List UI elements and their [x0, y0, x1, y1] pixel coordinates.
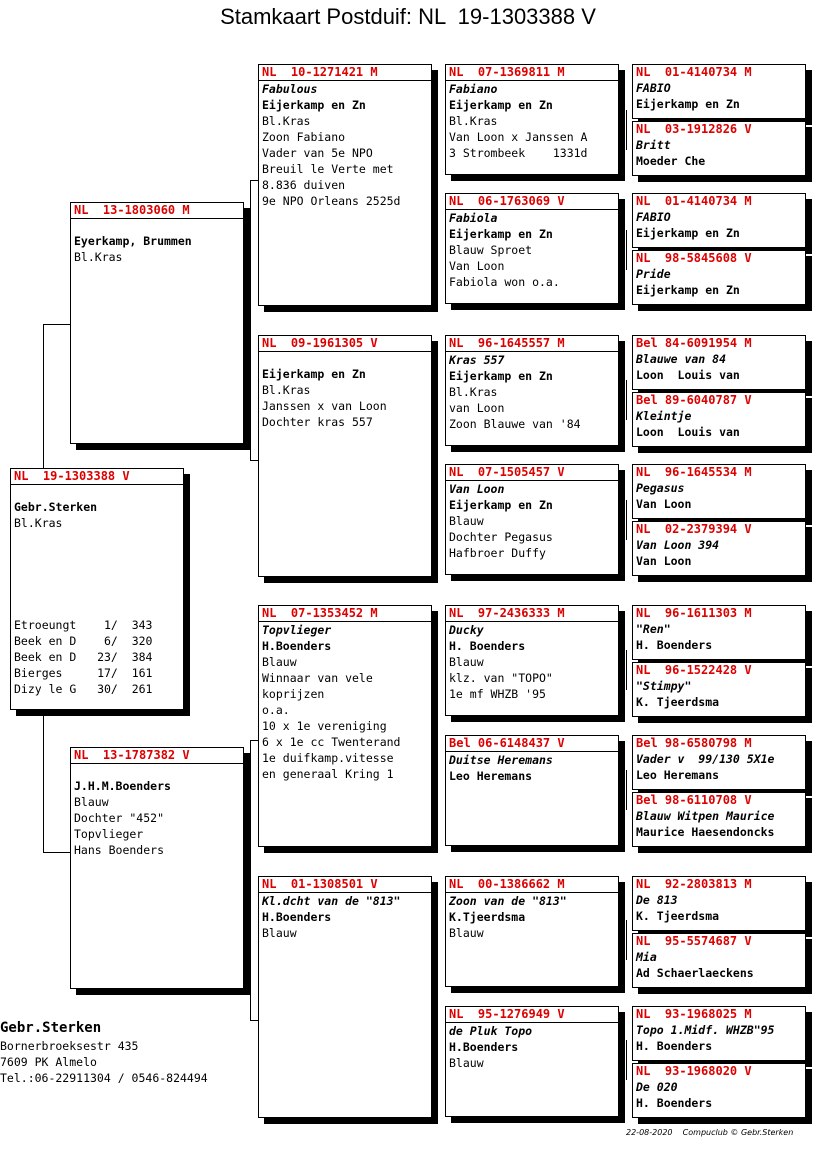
connector-line — [250, 1020, 258, 1021]
result-line: Beek en D 6/ 320 — [14, 634, 153, 648]
info-line: klz. van "TOPO" — [449, 671, 553, 685]
info-line: Van Loon x Janssen A — [449, 130, 588, 144]
info-line: Hafbroer Duffy — [449, 546, 546, 560]
pigeon-name: Fabulous — [262, 82, 318, 96]
results-list — [14, 617, 152, 697]
connector-line — [626, 650, 627, 690]
ring-number: NL 13-1787382 V — [71, 748, 243, 764]
ancestor-card[interactable] — [632, 121, 806, 176]
footer-credit: 22-08-2020 Compuclub © Gebr.Sterken — [626, 1128, 794, 1137]
grandparent-card[interactable] — [258, 335, 432, 577]
owner-line: Eijerkamp en Zn — [262, 367, 366, 381]
info-line: Dochter kras 557 — [262, 415, 373, 429]
pigeon-name: Blauw Witpen Maurice — [636, 809, 775, 823]
result-line: Etroeungt 1/ 343 — [14, 618, 153, 632]
pigeon-name: Topvlieger — [262, 623, 332, 637]
owner-line: Eijerkamp en Zn — [262, 98, 366, 112]
owner-line: Eijerkamp en Zn — [636, 226, 740, 240]
info-line: Bl.Kras — [74, 250, 123, 264]
ancestor-card[interactable] — [632, 193, 806, 248]
owner-line: Gebr.Sterken — [14, 500, 98, 514]
ancestor-card[interactable] — [632, 792, 806, 847]
owner-name: Gebr.Sterken — [0, 1020, 102, 1036]
info-line: Blauw — [449, 1056, 484, 1070]
ring-number: Bel 06-6148437 V — [446, 736, 618, 752]
owner-line: H. Boenders — [449, 639, 526, 653]
ring-number: NL 96-1645557 M — [446, 336, 618, 352]
info-line: Breuil le Verte met — [262, 162, 394, 176]
grandparent-card[interactable] — [258, 64, 432, 306]
ancestor-card[interactable] — [632, 876, 806, 931]
pigeon-name: Kras 557 — [449, 353, 505, 367]
info-line: Blauw — [262, 926, 297, 940]
owner-line: H.Boenders — [262, 910, 332, 924]
ring-number: NL 95-1276949 V — [446, 1007, 618, 1023]
connector-line — [437, 398, 438, 528]
ancestor-card[interactable] — [632, 464, 806, 519]
owner-line: Eijerkamp en Zn — [449, 498, 553, 512]
owner-block — [0, 1018, 208, 1086]
info-line: 8.836 duiven — [262, 178, 346, 192]
owner-line: H.Boenders — [449, 1040, 519, 1054]
pigeon-name: Kleintje — [636, 409, 692, 423]
connector-line — [626, 920, 627, 960]
pigeon-name: Fabiola — [449, 211, 498, 225]
page-title: Stamkaart Postduif: NL 19-1303388 V — [220, 4, 596, 29]
owner-line: Maurice Haesendoncks — [636, 825, 775, 839]
ring-number: NL 02-2379394 V — [636, 522, 752, 536]
connector-line — [626, 500, 627, 540]
result-line: Dizy le G 30/ 261 — [14, 682, 153, 696]
father-card[interactable] — [70, 202, 244, 444]
info-line: Winnaar van vele — [262, 671, 373, 685]
ring-number: NL 07-1505457 V — [446, 465, 618, 481]
info-line: Bl.Kras — [449, 385, 498, 399]
great-grandparent-card[interactable] — [445, 193, 619, 304]
owner-line: Ad Schaerlaeckens — [636, 966, 754, 980]
info-line: Blauw — [449, 655, 484, 669]
connector-line — [626, 110, 627, 150]
info-line: Zoon Blauwe van '84 — [449, 417, 581, 431]
connector-line — [250, 740, 251, 1020]
owner-line: K. Tjeerdsma — [636, 695, 720, 709]
great-grandparent-card[interactable] — [445, 64, 619, 175]
info-line: Blauw — [449, 514, 484, 528]
connector-line — [626, 380, 627, 420]
pigeon-name: "Stimpy" — [636, 679, 692, 693]
connector-line — [43, 712, 44, 852]
great-grandparent-card[interactable] — [445, 735, 619, 846]
pigeon-name: Pegasus — [636, 481, 685, 495]
owner-city: 7609 PK Almelo — [0, 1055, 97, 1069]
result-line: Beek en D 23/ 384 — [14, 650, 153, 664]
ring-number: NL 06-1763069 V — [446, 194, 618, 210]
ancestor-card[interactable] — [632, 662, 806, 717]
ring-number: NL 01-4140734 M — [636, 194, 752, 208]
info-line: o.a. — [262, 703, 290, 717]
ring-number: NL 93-1968025 M — [636, 1007, 752, 1021]
ring-number: Bel 84-6091954 M — [636, 336, 752, 350]
pigeon-name: Duitse Heremans — [449, 753, 553, 767]
ring-number: Bel 98-6110708 V — [636, 793, 752, 807]
info-line: 3 Strombeek 1331d — [449, 146, 588, 160]
owner-line: Eijerkamp en Zn — [449, 98, 553, 112]
ring-number: NL 95-5574687 V — [636, 934, 752, 948]
owner-line: H. Boenders — [636, 1039, 713, 1053]
pigeon-name: Britt — [636, 138, 671, 152]
connector-line — [626, 230, 627, 270]
ancestor-card[interactable] — [632, 1063, 806, 1118]
connector-line — [250, 460, 258, 461]
info-line: Topvlieger — [74, 827, 144, 841]
owner-line: Loon Louis van — [636, 425, 740, 439]
result-line: Bierges 17/ 161 — [14, 666, 153, 680]
owner-address: Bornerbroeksestr 435 — [0, 1039, 139, 1053]
owner-line: Leo Heremans — [636, 768, 720, 782]
ring-number: NL 03-1912826 V — [636, 122, 752, 136]
pigeon-name: Mia — [636, 950, 657, 964]
connector-line — [437, 938, 438, 1068]
info-line: 1e mf WHZB '95 — [449, 687, 546, 701]
info-line: Blauw — [74, 795, 109, 809]
info-line: 1e duifkamp.vitesse — [262, 751, 394, 765]
owner-line: Leo Heremans — [449, 769, 533, 783]
pigeon-name: Van Loon 394 — [636, 538, 720, 552]
ring-number: NL 93-1968020 V — [636, 1064, 752, 1078]
connector-line — [626, 1040, 627, 1080]
info-line: 10 x 1e vereniging — [262, 719, 387, 733]
info-line: Zoon Fabiano — [262, 130, 346, 144]
ring-number: NL 92-2803813 M — [636, 877, 752, 891]
ancestor-card[interactable] — [632, 521, 806, 576]
owner-line: Eijerkamp en Zn — [449, 227, 553, 241]
connector-line — [437, 668, 438, 798]
info-line: Bl.Kras — [14, 516, 63, 530]
pigeon-name: Ducky — [449, 623, 484, 637]
owner-line: Eijerkamp en Zn — [449, 369, 553, 383]
pigeon-name: Fabiano — [449, 82, 498, 96]
info-line: Dochter Pegasus — [449, 530, 553, 544]
info-line: Fabiola won o.a. — [449, 275, 560, 289]
info-line: Bl.Kras — [449, 114, 498, 128]
great-grandparent-card[interactable] — [445, 464, 619, 575]
ring-number: NL 96-1522428 V — [636, 663, 752, 677]
owner-line: H.Boenders — [262, 639, 332, 653]
info-line: Blauw — [262, 655, 297, 669]
ring-number: NL 97-2436333 M — [446, 606, 618, 622]
pigeon-name: "Ren" — [636, 622, 671, 636]
info-line: Dochter "452" — [74, 811, 165, 825]
connector-line — [626, 770, 627, 810]
ring-number: Bel 98-6580798 M — [636, 736, 752, 750]
info-line: Hans Boenders — [74, 843, 165, 857]
ancestor-card[interactable] — [632, 605, 806, 660]
ancestor-card[interactable] — [632, 250, 806, 305]
pigeon-name: Vader v 99/130 5X1e — [636, 752, 775, 766]
great-grandparent-card[interactable] — [445, 335, 619, 446]
ring-number: NL 19-1303388 V — [11, 469, 183, 485]
owner-line: Moeder Che — [636, 154, 706, 168]
owner-phone: Tel.:06-22911304 / 0546-824494 — [0, 1071, 208, 1085]
connector-line — [250, 740, 258, 741]
info-line: 6 x 1e cc Twenterand — [262, 735, 401, 749]
owner-line: K.Tjeerdsma — [449, 910, 526, 924]
owner-line: J.H.M.Boenders — [74, 779, 171, 793]
info-line: en generaal Kring 1 — [262, 767, 394, 781]
connector-line — [43, 852, 70, 853]
owner-line: H. Boenders — [636, 1096, 713, 1110]
info-line: Janssen x van Loon — [262, 399, 387, 413]
owner-line: Eijerkamp en Zn — [636, 283, 740, 297]
ancestor-card[interactable] — [632, 735, 806, 790]
owner-line: K. Tjeerdsma — [636, 909, 720, 923]
ring-number: NL 01-1308501 V — [259, 877, 431, 893]
info-line: Blauw — [449, 926, 484, 940]
great-grandparent-card[interactable] — [445, 876, 619, 987]
pigeon-name: De 020 — [636, 1080, 678, 1094]
connector-line — [250, 180, 258, 181]
pigeon-name: Zoon van de "813" — [449, 894, 567, 908]
grandparent-card[interactable] — [258, 876, 432, 1118]
pigeon-name: De 813 — [636, 893, 678, 907]
ancestor-card[interactable] — [632, 392, 806, 447]
ring-number: Bel 89-6040787 V — [636, 393, 752, 407]
pigeon-name: de Pluk Topo — [449, 1024, 533, 1038]
ring-number: NL 07-1353452 M — [259, 606, 431, 622]
connector-line — [250, 180, 251, 460]
pigeon-name: Pride — [636, 267, 671, 281]
ancestor-card[interactable] — [632, 933, 806, 988]
grandparent-card[interactable] — [258, 605, 432, 847]
pigeon-name: Kl.dcht van de "813" — [262, 894, 401, 908]
connector-line — [43, 324, 70, 325]
pigeon-name: Topo 1.Midf. WHZB"95 — [636, 1023, 775, 1037]
info-line: Bl.Kras — [262, 383, 311, 397]
ring-number: NL 96-1611303 M — [636, 606, 752, 620]
pigeon-name: FABIO — [636, 81, 671, 95]
info-line: koprijzen — [262, 687, 325, 701]
owner-line: H. Boenders — [636, 638, 713, 652]
ring-number: NL 96-1645534 M — [636, 465, 752, 479]
info-line: 9e NPO Orleans 2525d — [262, 194, 401, 208]
connector-line — [437, 118, 438, 248]
info-line: van Loon — [449, 401, 505, 415]
pigeon-name: Blauwe van 84 — [636, 352, 727, 366]
ring-number: NL 00-1386662 M — [446, 877, 618, 893]
great-grandparent-card[interactable] — [445, 605, 619, 716]
ring-number: NL 07-1369811 M — [446, 65, 618, 81]
info-line: Blauw Sproet — [449, 243, 533, 257]
ancestor-card[interactable] — [632, 335, 806, 390]
owner-line: Loon Louis van — [636, 368, 740, 382]
pigeon-name: Van Loon — [449, 482, 505, 496]
owner-line: Eijerkamp en Zn — [636, 97, 740, 111]
ancestor-card[interactable] — [632, 1006, 806, 1061]
info-line: Bl.Kras — [262, 114, 311, 128]
info-line: Van Loon — [449, 259, 505, 273]
info-line: Vader van 5e NPO — [262, 146, 373, 160]
owner-line: Van Loon — [636, 554, 692, 568]
ring-number: NL 98-5845608 V — [636, 251, 752, 265]
ring-number: NL 13-1803060 M — [71, 203, 243, 219]
ancestor-card[interactable] — [632, 64, 806, 119]
owner-line: Eyerkamp, Brummen — [74, 234, 192, 248]
mother-card[interactable] — [70, 747, 244, 989]
ring-number: NL 10-1271421 M — [259, 65, 431, 81]
connector-line — [43, 324, 44, 468]
great-grandparent-card[interactable] — [445, 1006, 619, 1117]
ring-number: NL 09-1961305 V — [259, 336, 431, 352]
pigeon-name: FABIO — [636, 210, 671, 224]
owner-line: Van Loon — [636, 497, 692, 511]
ring-number: NL 01-4140734 M — [636, 65, 752, 79]
